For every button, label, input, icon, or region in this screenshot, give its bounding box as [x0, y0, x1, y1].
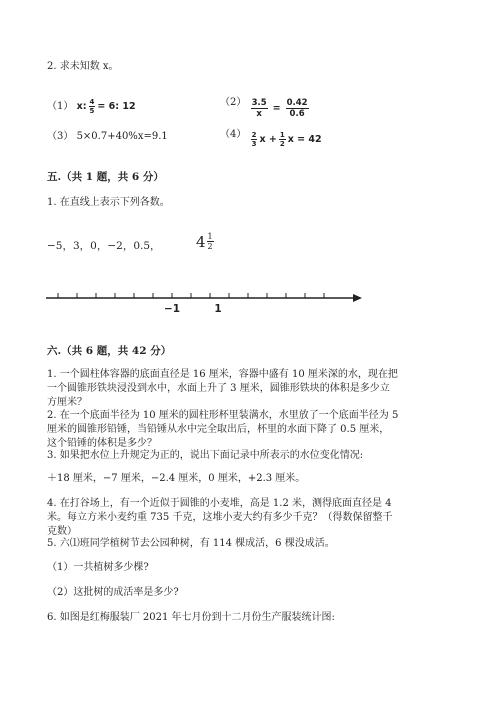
problem-2-line-3: 这个铅锤的体积是多少？ — [47, 438, 157, 449]
equation-4-fraction-1 — [251, 131, 258, 148]
numbers-list: −5，3，0，−2，0.5， — [47, 240, 161, 252]
equation-4-middle: x + — [259, 134, 277, 145]
equation-3-label: （3） — [47, 131, 74, 142]
equation-1-rhs: = 6: 12 — [97, 101, 136, 112]
problem-5-main: 5. 六⑴班同学植树节去公园种树，有 114 棵成活，6 棵没成活。 — [47, 538, 335, 549]
mixed-number-fraction — [207, 232, 214, 251]
problem-5-sub-1: （1）一共植树多少棵? — [47, 562, 149, 573]
problem-5-sub-2: （2）这批树的成活率是多少? — [47, 587, 179, 598]
equation-4-label: （4） — [220, 129, 247, 140]
problem-1-line-2: 一个圆锥形铁块浸没到水中，水面上升了 3 厘米，圆锥形铁块的体积是多少立 — [47, 383, 390, 394]
equation-2-left-fraction — [251, 98, 268, 119]
mixed-number-numerator: 1 — [207, 232, 213, 241]
problem-4-line-3: 克数） — [47, 526, 77, 537]
problem-2-line-1: 2. 在一个底面半径为 10 厘米的圆柱形杯里装满水，水里放了一个底面半径为 5 — [47, 410, 399, 421]
equation-1-label: （1） — [47, 101, 74, 112]
section-5-title: 五.（共 1 题，共 6 分） — [47, 171, 164, 183]
equation-1-var: x: — [76, 101, 87, 112]
problem-1-line-3: 方厘米？ — [47, 397, 87, 408]
problem-4-line-2: 米。每立方米小麦约重 735 千克，这堆小麦大约有多少千克？（得数保留整千 — [47, 512, 393, 523]
equation-4-fraction-1-numerator: 2 — [251, 131, 257, 139]
equation-4-fraction-2-denominator: 2 — [279, 140, 285, 148]
problem-6-intro: 6. 如图是红梅服装厂 2021 年七月份到十二月份生产服装统计图: — [47, 612, 335, 623]
equation-2-right-numerator: 0.42 — [286, 98, 308, 108]
equation-2-right-fraction — [286, 98, 309, 119]
number-line-label-neg1: −1 — [163, 303, 181, 315]
number-line-label-1: 1 — [214, 303, 222, 315]
equation-4-tail: x = 42 — [287, 134, 322, 145]
section-5-question-1: 1. 在直线上表示下列各数。 — [47, 197, 170, 208]
problem-4-line-1: 4. 在打谷场上，有一个近似于圆锥的小麦堆，高是 1.2 米，测得底面直径是 4 — [47, 498, 392, 509]
question-2-heading: 2. 求未知数 x。 — [47, 61, 119, 72]
equation-4 — [220, 128, 322, 148]
equation-1-numerator: 4 — [89, 98, 95, 106]
equation-2-right-denominator: 0.6 — [289, 109, 305, 119]
equation-1 — [47, 98, 136, 115]
mixed-number-whole: 4 — [196, 232, 206, 251]
equation-1-denominator: 5 — [89, 107, 95, 115]
number-line — [0, 285, 500, 325]
problem-3-line-1: 3. 如果把水位上升规定为正的，说出下面记录中所表示的水位变化情况: — [47, 450, 364, 461]
equation-2-label: （2） — [220, 97, 247, 108]
equation-2-equals: = — [272, 103, 281, 114]
equation-3 — [47, 130, 168, 143]
equation-4-fraction-2-numerator: 1 — [279, 131, 285, 139]
problem-3-line-2: ＋18 厘米，−7 厘米，−2.4 厘米，0 厘米，+2.3 厘米。 — [47, 473, 306, 484]
equation-4-math — [250, 131, 322, 148]
equation-4-fraction-2 — [279, 131, 286, 148]
section-6-title: 六.（共 6 题，共 42 分） — [47, 345, 172, 357]
equation-2-left-numerator: 3.5 — [251, 98, 267, 108]
number-line-arrow — [353, 294, 362, 302]
equation-1-math — [77, 98, 136, 115]
equation-4-fraction-1-denominator: 3 — [251, 140, 257, 148]
mixed-number — [196, 232, 215, 251]
problem-2-line-2: 厘米的圆锥形铅锤，当铅锤从水中完全取出后，杯里的水面下降了 0.5 厘米， — [47, 424, 390, 435]
equation-3-expression: 5×0.7+40%x=9.1 — [76, 131, 168, 142]
equation-1-fraction — [89, 98, 96, 115]
mixed-number-denominator: 2 — [207, 242, 213, 251]
equation-2-left-denominator: x — [256, 109, 262, 119]
problem-1-line-1: 1. 一个圆柱体容器的底面直径是 16 厘米，容器中盛有 10 厘米深的水，现在把 — [47, 369, 398, 380]
equation-2 — [220, 96, 310, 119]
equation-2-math — [250, 98, 310, 119]
